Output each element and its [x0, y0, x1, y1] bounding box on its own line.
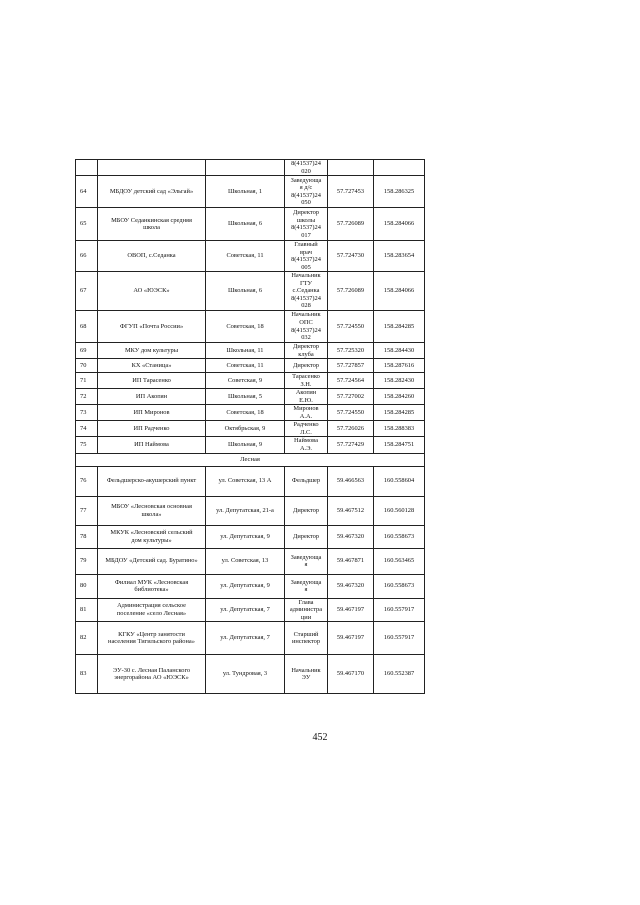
row-number: 71	[76, 373, 98, 389]
longitude-cell: 160.558673	[374, 525, 425, 548]
latitude-cell	[328, 160, 374, 176]
row-number	[76, 160, 98, 176]
latitude-cell: 59.467320	[328, 525, 374, 548]
longitude-cell: 160.557917	[374, 598, 425, 622]
latitude-cell: 57.727429	[328, 437, 374, 453]
contact-position: 8(41537)24 020	[285, 160, 328, 176]
organization-name: ИП Миронов	[98, 405, 206, 421]
table-row	[76, 241, 425, 272]
latitude-cell: 59.467170	[328, 655, 374, 694]
address-cell: Школьная, 5	[206, 389, 285, 405]
contact-position: Фельдшер	[285, 466, 328, 496]
row-number: 83	[76, 655, 98, 694]
table-row	[76, 496, 425, 525]
latitude-cell: 57.727453	[328, 176, 374, 208]
longitude-cell: 158.284285	[374, 405, 425, 421]
latitude-cell: 59.467320	[328, 574, 374, 598]
organization-name: Администрация сельское поселение «село Лесная»	[98, 598, 206, 622]
contact-position: Старший инспектор	[285, 622, 328, 655]
contact-position: Директор школы 8(41537)24 017	[285, 208, 328, 241]
address-cell: Советская, 18	[206, 405, 285, 421]
longitude-cell: 158.284430	[374, 343, 425, 359]
address-cell: Советская, 9	[206, 373, 285, 389]
organization-name: АО «ЮЭСК»	[98, 272, 206, 311]
contact-position: Директор	[285, 496, 328, 525]
row-number: 82	[76, 622, 98, 655]
address-cell: Школьная, 9	[206, 437, 285, 453]
longitude-cell: 160.552387	[374, 655, 425, 694]
table-row	[76, 525, 425, 548]
contact-position: Акопян Е.Ю.	[285, 389, 328, 405]
page-number: 452	[312, 732, 328, 743]
contact-position: Тарасенко З.Н.	[285, 373, 328, 389]
section-title: Лесная	[76, 453, 425, 466]
contact-position: Главный врач 8(41537)24 005	[285, 241, 328, 272]
section-row	[76, 453, 425, 466]
contact-position: Заведующа я	[285, 574, 328, 598]
organization-name: ОВОП, с.Седанка	[98, 241, 206, 272]
contact-position: Заведующа я д/с 8(41537)24 050	[285, 176, 328, 208]
row-number: 68	[76, 311, 98, 343]
organization-name: МБДОУ «Детский сад. Буратино»	[98, 548, 206, 574]
longitude-cell: 158.284066	[374, 272, 425, 311]
organization-name: ФГУП «Почта России»	[98, 311, 206, 343]
address-cell: Школьная, 6	[206, 208, 285, 241]
table-row	[76, 437, 425, 453]
longitude-cell: 158.282430	[374, 373, 425, 389]
longitude-cell: 158.287616	[374, 359, 425, 373]
contact-position: Директор клуба	[285, 343, 328, 359]
table-row	[76, 160, 425, 176]
address-cell: Октябрьская, 9	[206, 421, 285, 437]
longitude-cell: 160.558673	[374, 574, 425, 598]
longitude-cell: 160.558604	[374, 466, 425, 496]
latitude-cell: 57.724730	[328, 241, 374, 272]
latitude-cell: 57.727857	[328, 359, 374, 373]
table-row	[76, 466, 425, 496]
contact-position: Начальник ЭУ	[285, 655, 328, 694]
table-row	[76, 421, 425, 437]
contact-position: Директор	[285, 525, 328, 548]
longitude-cell	[374, 160, 425, 176]
latitude-cell: 57.726089	[328, 272, 374, 311]
longitude-cell: 158.284260	[374, 389, 425, 405]
address-cell: Советская, 11	[206, 359, 285, 373]
row-number: 81	[76, 598, 98, 622]
address-cell: ул. Депутатская, 7	[206, 622, 285, 655]
latitude-cell: 59.467197	[328, 598, 374, 622]
contact-position: Заведующа я	[285, 548, 328, 574]
address-cell: ул. Депутатская, 7	[206, 598, 285, 622]
row-number: 78	[76, 525, 98, 548]
data-table	[75, 159, 425, 694]
row-number: 69	[76, 343, 98, 359]
organization-name: МКУ дом культуры	[98, 343, 206, 359]
table-row	[76, 598, 425, 622]
organization-name: ИП Тарасенко	[98, 373, 206, 389]
row-number: 75	[76, 437, 98, 453]
contact-position: Миронов А.А.	[285, 405, 328, 421]
table-row	[76, 272, 425, 311]
latitude-cell: 59.467871	[328, 548, 374, 574]
table-row	[76, 343, 425, 359]
longitude-cell: 160.557917	[374, 622, 425, 655]
latitude-cell: 59.467512	[328, 496, 374, 525]
row-number: 72	[76, 389, 98, 405]
address-cell: Школьная, 11	[206, 343, 285, 359]
organization-name: ИП Акопян	[98, 389, 206, 405]
longitude-cell: 158.286325	[374, 176, 425, 208]
address-cell: ул. Депутатская, 9	[206, 574, 285, 598]
contact-position: Начальник ОПС 8(41537)24 032	[285, 311, 328, 343]
address-cell: Советская, 11	[206, 241, 285, 272]
address-cell: ул. Советская, 13	[206, 548, 285, 574]
organization-name: КГКУ «Центр занятости населения Тигильского района»	[98, 622, 206, 655]
contact-position: Директор	[285, 359, 328, 373]
longitude-cell: 160.560128	[374, 496, 425, 525]
table-row	[76, 359, 425, 373]
table-row	[76, 311, 425, 343]
organization-name	[98, 160, 206, 176]
row-number: 70	[76, 359, 98, 373]
contact-position: Глава администра ции	[285, 598, 328, 622]
contact-position: Наймова А.Э.	[285, 437, 328, 453]
latitude-cell: 57.727002	[328, 389, 374, 405]
address-cell	[206, 160, 285, 176]
table-row	[76, 176, 425, 208]
latitude-cell: 57.724550	[328, 311, 374, 343]
address-cell: Школьная, 1	[206, 176, 285, 208]
longitude-cell: 158.284751	[374, 437, 425, 453]
row-number: 80	[76, 574, 98, 598]
address-cell: ул. Советская, 13 А	[206, 466, 285, 496]
organization-name: Филиал МУК «Лесновская библиотека»	[98, 574, 206, 598]
row-number: 65	[76, 208, 98, 241]
table-row	[76, 373, 425, 389]
longitude-cell: 158.284066	[374, 208, 425, 241]
table-body	[76, 160, 425, 694]
organization-name: ИП Наймова	[98, 437, 206, 453]
organization-name: МБОУ «Лесновская основная школа»	[98, 496, 206, 525]
row-number: 79	[76, 548, 98, 574]
organization-name: ИП Радченко	[98, 421, 206, 437]
organization-name: Фельдшерско-акушерский пункт	[98, 466, 206, 496]
latitude-cell: 57.724550	[328, 405, 374, 421]
row-number: 76	[76, 466, 98, 496]
longitude-cell: 158.284285	[374, 311, 425, 343]
row-number: 77	[76, 496, 98, 525]
latitude-cell: 57.724564	[328, 373, 374, 389]
address-cell: Школьная, 6	[206, 272, 285, 311]
organization-name: МБДОУ детский сад «Эльгай»	[98, 176, 206, 208]
contact-position: Радченко Л.С.	[285, 421, 328, 437]
longitude-cell: 158.283654	[374, 241, 425, 272]
row-number: 73	[76, 405, 98, 421]
address-cell: Советская, 18	[206, 311, 285, 343]
organization-name: МКУК «Лесновский сельский дом культуры»	[98, 525, 206, 548]
organization-name: ЭУ-30 с. Лесная Паланского энергорайона АО «ЮЭСК»	[98, 655, 206, 694]
table-row	[76, 655, 425, 694]
latitude-cell: 57.726089	[328, 208, 374, 241]
table-row	[76, 622, 425, 655]
row-number: 67	[76, 272, 98, 311]
row-number: 74	[76, 421, 98, 437]
row-number: 64	[76, 176, 98, 208]
latitude-cell: 59.467197	[328, 622, 374, 655]
organization-name: МБОУ Седанкинская средняя школа	[98, 208, 206, 241]
latitude-cell: 57.725320	[328, 343, 374, 359]
contact-position: Начальник ГТУ с.Седанка 8(41537)24 028	[285, 272, 328, 311]
latitude-cell: 57.726026	[328, 421, 374, 437]
latitude-cell: 59.466563	[328, 466, 374, 496]
table-row	[76, 208, 425, 241]
address-cell: ул. Депутатская, 21-а	[206, 496, 285, 525]
table-row	[76, 548, 425, 574]
table-row	[76, 389, 425, 405]
row-number: 66	[76, 241, 98, 272]
organization-name: КХ «Станица»	[98, 359, 206, 373]
longitude-cell: 160.563465	[374, 548, 425, 574]
address-cell: ул. Тундровая, 3	[206, 655, 285, 694]
table-row	[76, 574, 425, 598]
address-cell: ул. Депутатская, 9	[206, 525, 285, 548]
table-row	[76, 405, 425, 421]
longitude-cell: 158.288383	[374, 421, 425, 437]
